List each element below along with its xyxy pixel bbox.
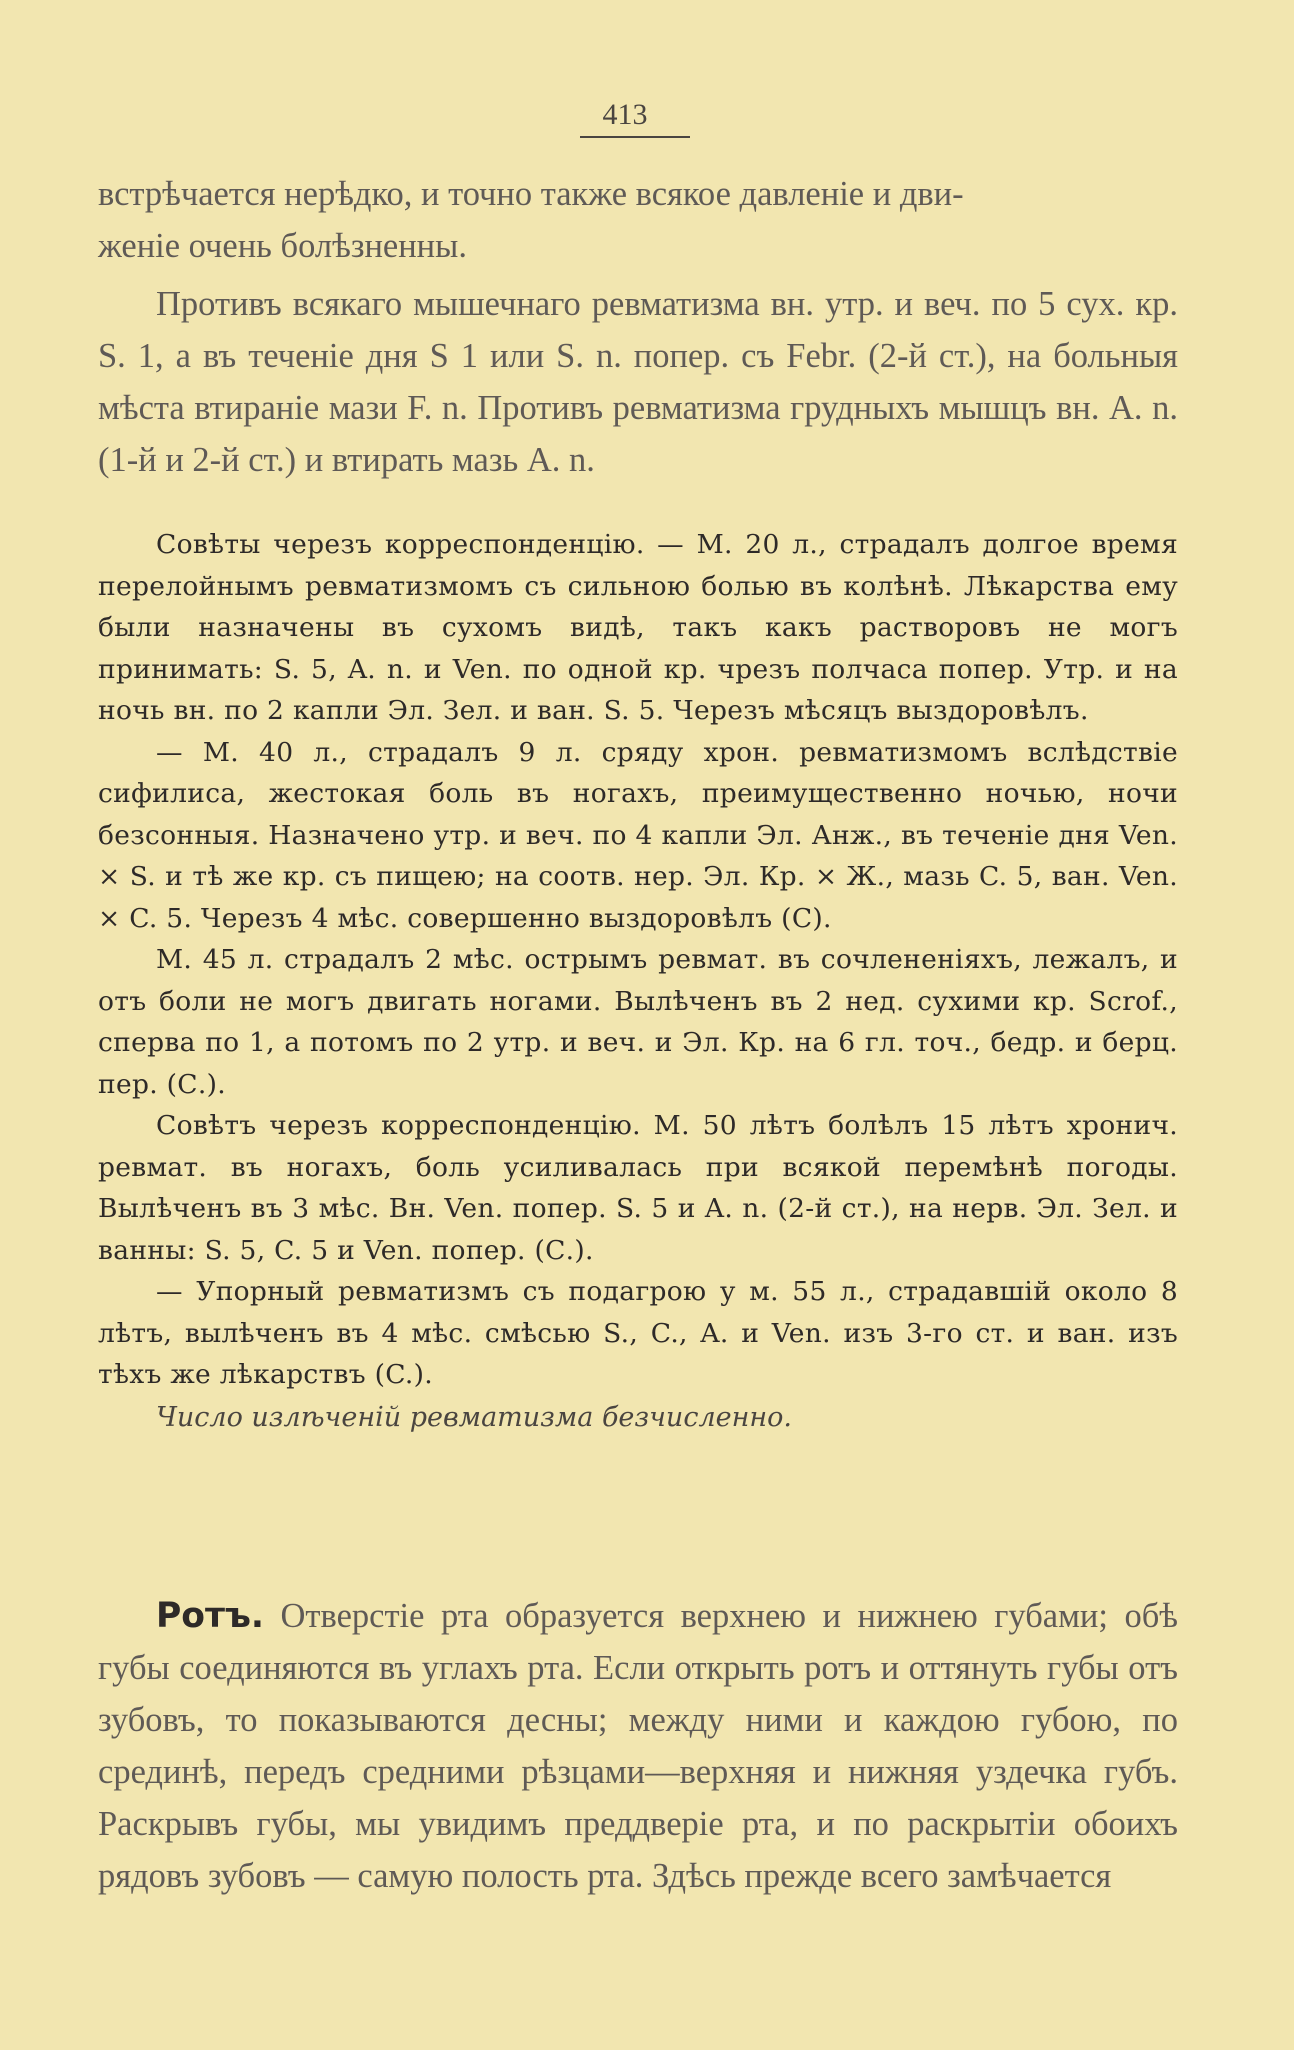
closing-line: Число излѣченій ревматизма безчисленно.: [156, 1401, 793, 1433]
paragraph-intro: встрѣчается нерѣдко, и точно также всякое давленіе и дви- женіе очень болѣзненны.: [98, 175, 964, 265]
case-reports-block: [98, 524, 1178, 1433]
mouth-section: [98, 1590, 1178, 1902]
case-report-1: Совѣты черезъ корреспонденцію. — М. 20 л., страдалъ долгое время перелойнымъ ревматизмомъ съ сильною болью въ колѣнѣ. Лѣкарства ему были назначены въ сухомъ видѣ, такъ какъ растворовъ не могъ принимать: S. 5, A. n. и Ven. по одной кр. чрезъ полчаса попер. Утр. и на ночь вн. по 2 капли Эл. Зел. и ван. S. 5. Черезъ мѣсяцъ выздоровѣлъ.: [98, 529, 1178, 726]
top-text-block: [98, 168, 1178, 486]
section-heading: Ротъ.: [156, 1596, 265, 1636]
mouth-paragraph-text: Отверстіе рта образуется верхнею и нижнею губами; обѣ губы соединяются въ углахъ рта. Если открыть ротъ и оттянуть губы отъ зубовъ, то показываются десны; между ними и каждою губою, по срединѣ, передъ средними рѣзцами—верхняя и нижняя уздечка губъ. Раскрывъ губы, мы увидимъ преддверіе рта, и по раскрытіи обоихъ рядовъ зубовъ — самую полость рта. Здѣсь прежде всего замѣчается: [98, 1597, 1179, 1895]
case-report-4: Совѣтъ черезъ корреспонденцію. М. 50 лѣтъ болѣлъ 15 лѣтъ хронич. ревмат. въ ногахъ, боль усиливалась при всякой перемѣнѣ погоды. Вылѣченъ въ 3 мѣс. Вн. Ven. попер. S. 5 и A. n. (2-й ст.), на нерв. Эл. Зел. и ванны: S. 5, C. 5 и Ven. попер. (С.).: [98, 1110, 1178, 1266]
mouth-paragraph: [98, 1590, 1178, 1902]
case-report-5: — Упорный ревматизмъ съ подагрою у м. 55 л., страдавшій около 8 лѣтъ, вылѣченъ въ 4 мѣс. смѣсью S., C., A. и Ven. изъ 3-го ст. и ван. изъ тѣхъ же лѣкарствъ (C.).: [98, 1276, 1178, 1390]
paragraph-muscle-rheumatism: Противъ всякаго мышечнаго ревматизма вн. утр. и веч. по 5 сух. кр. S. 1, а въ теченіе дня S 1 или S. n. попер. съ Febr. (2-й ст.), на больныя мѣста втираніе мази F. n. Противъ ревматизма грудныхъ мышцъ вн. A. n. (1-й и 2-й ст.) и втирать мазь A. n.: [98, 285, 1178, 479]
page-number-rule: [580, 136, 690, 138]
case-report-3: М. 45 л. страдалъ 2 мѣс. острымъ ревмат. въ сочлененіяхъ, лежалъ, и отъ боли не могъ двигать ногами. Вылѣченъ въ 2 нед. сухими кр. Scrof., сперва по 1, а потомъ по 2 утр. и веч. и Эл. Кр. на 6 гл. точ., бедр. и берц. пер. (С.).: [98, 944, 1178, 1100]
case-report-2: — М. 40 л., страдалъ 9 л. сряду хрон. ревматизмомъ вслѣдствіе сифилиса, жестокая боль въ ногахъ, преимущественно ночью, ночи безсонныя. Назначено утр. и веч. по 4 капли Эл. Анж., въ теченіе дня Ven. × S. и тѣ же кр. съ пищею; на соотв. нер. Эл. Кр. × Ж., мазь C. 5, ван. Ven. × C. 5. Черезъ 4 мѣс. совершенно выздоровѣлъ (C).: [98, 736, 1178, 934]
page-number: 413: [602, 98, 648, 131]
